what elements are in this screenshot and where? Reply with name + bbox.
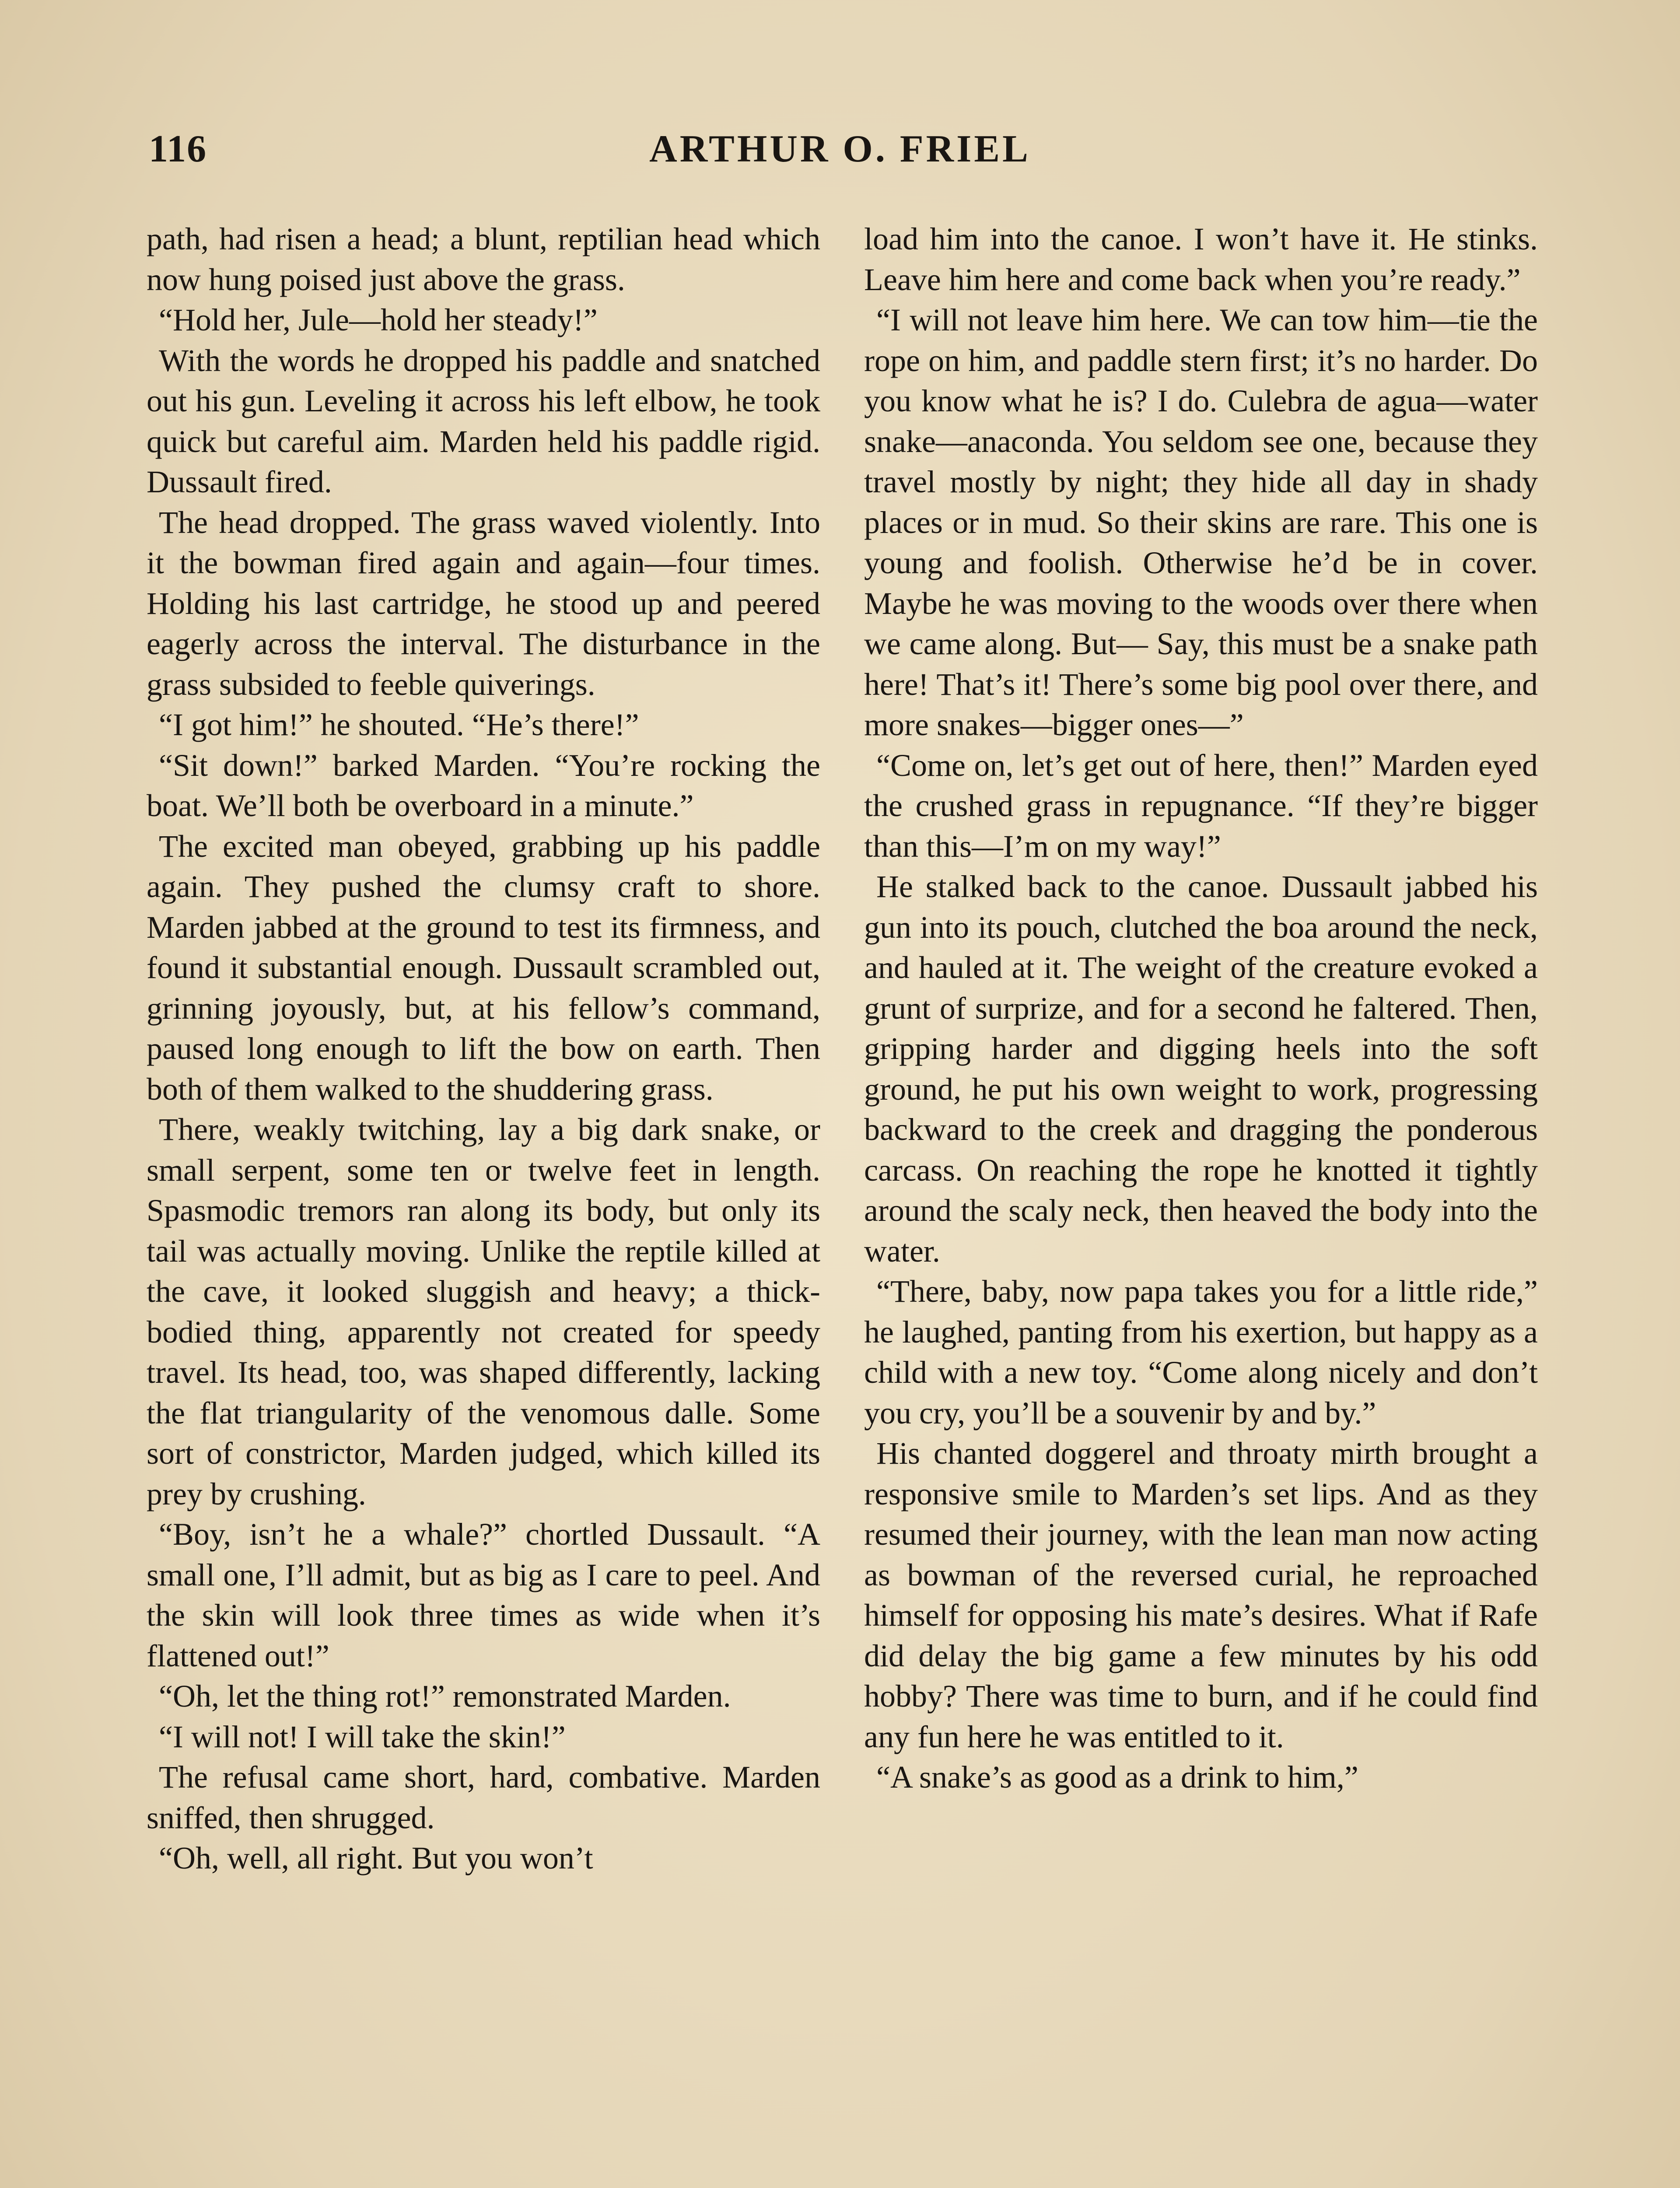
paragraph: “Oh, well, all right. But you won’t	[159, 1841, 593, 1876]
running-head-author: ARTHUR O. FRIEL	[649, 128, 1031, 170]
paragraph: load him into the canoe. I won’t have it. He stinks. Leave him here and come back when you’re ready.”	[864, 221, 1538, 297]
paragraph: He stalked back to the canoe. Dussault jabbed his gun into its pouch, clutched the boa around the neck, and hauled at it. The weight of the creature evoked a grunt of surprize, and for a second he faltered. Then, gripping harder and digging heels into the soft ground, he put his own weight to work, progressing backward to the creek and dragging the ponderous carcass. On reaching the rope he knotted it tightly around the scaly neck, then heaved the body into the water.	[864, 869, 1538, 1269]
right-column	[864, 219, 1538, 1798]
paragraph: path, had risen a head; a blunt, reptilian head which now hung poised just above the grass.	[147, 221, 820, 297]
paragraph: “Boy, isn’t he a whale?” chortled Dussault. “A small one, I’ll admit, but as big as I care to peel. And the skin will look three times as wide when it’s flattened out!”	[147, 1517, 820, 1673]
paragraph: With the words he dropped his paddle and snatched out his gun. Leveling it across his left elbow, he took quick but careful aim. Marden held his paddle rigid. Dussault fired.	[147, 343, 820, 499]
paragraph: The refusal came short, hard, combative. Marden sniffed, then shrugged.	[147, 1760, 820, 1835]
left-column	[147, 219, 820, 1879]
text-columns	[147, 219, 1547, 2188]
paragraph: “Oh, let the thing rot!” remonstrated Marden.	[159, 1679, 731, 1714]
paragraph: His chanted doggerel and throaty mirth brought a responsive smile to Marden’s set lips. And as they resumed their journey, with the lean man now acting as bowman of the reversed curial, he reproached himself for opposing his mate’s desires. What if Rafe did delay the big game a few minutes by his odd hobby? There was time to burn, and if he could find any fun here he was entitled to it.	[864, 1436, 1538, 1754]
page-number: 116	[149, 128, 207, 170]
paragraph: “There, baby, now papa takes you for a little ride,” he laughed, panting from his exertion, but happy as a child with a new toy. “Come along nicely and don’t you cry, you’ll be a souvenir by and by.”	[864, 1274, 1538, 1431]
running-head	[149, 127, 1531, 175]
paragraph: The excited man obeyed, grabbing up his paddle again. They pushed the clumsy craft to shore. Marden jabbed at the ground to test its firmness, and found it substantial enough. Dussault scrambled out, grinning joyously, but, at his fellow’s command, paused long enough to lift the bow on earth. Then both of them walked to the shuddering grass.	[147, 828, 820, 1107]
paragraph: “I got him!” he shouted. “He’s there!”	[159, 707, 639, 742]
paragraph: “Come on, let’s get out of here, then!” Marden eyed the crushed grass in repugnance. “If they’re bigger than this—I’m on my way!”	[864, 747, 1538, 864]
paragraph: “A snake’s as good as a drink to him,”	[876, 1760, 1358, 1795]
paragraph: “Sit down!” barked Marden. “You’re rocking the boat. We’ll both be overboard in a minute.”	[147, 747, 820, 823]
paragraph: The head dropped. The grass waved violently. Into it the bowman fired again and again—four times. Holding his last cartridge, he stood up and peered eagerly across the interval. The disturbance in the grass subsided to feeble quiverings.	[147, 505, 820, 702]
paragraph: There, weakly twitching, lay a big dark snake, or small serpent, some ten or twelve feet in length. Spasmodic tremors ran along its body, but only its tail was actually moving. Unlike the reptile killed at the cave, it looked sluggish and heavy; a thick-bodied thing, apparently not created for speedy travel. Its head, too, was shaped differently, lacking the flat triangularity of the venomous dalle. Some sort of constrictor, Marden judged, which killed its prey by crushing.	[147, 1112, 820, 1511]
paragraph: “I will not leave him here. We can tow him—tie the rope on him, and paddle stern first; it’s no harder. Do you know what he is? I do. Culebra de agua—water snake—anaconda. You seldom see one, because they travel mostly by night; they hide all day in shady places or in mud. So their skins are rare. This one is young and foolish. Otherwise he’d be in cover. Maybe he was moving to the woods over there when we came along. But— Say, this must be a snake path here! That’s it! There’s some big pool over there, and more snakes—bigger ones—”	[864, 302, 1538, 742]
paragraph: “I will not! I will take the skin!”	[159, 1719, 566, 1754]
paragraph: “Hold her, Jule—hold her steady!”	[159, 302, 598, 337]
